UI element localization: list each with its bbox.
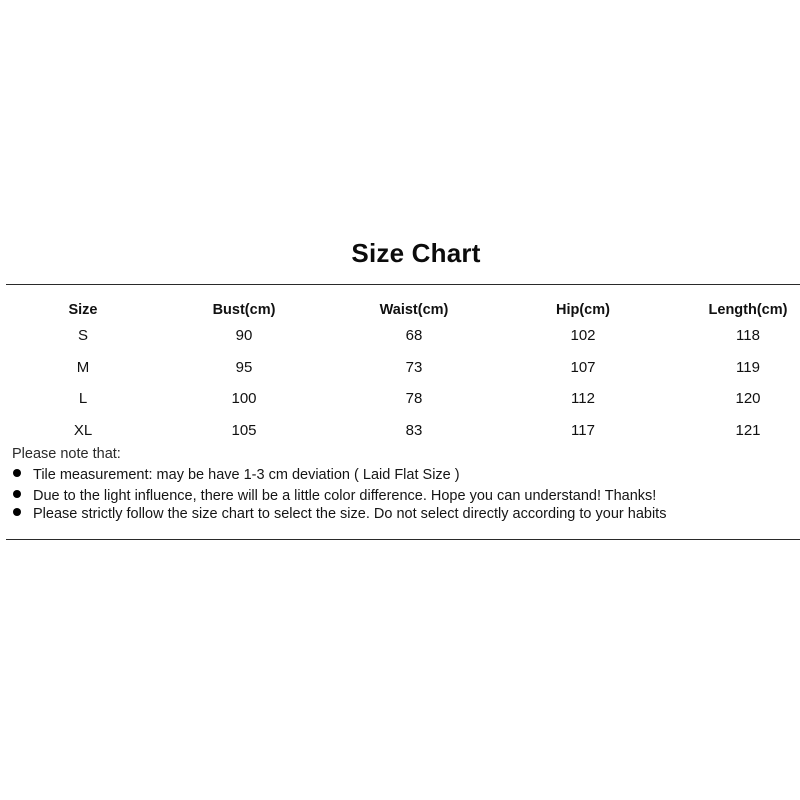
note-text: Tile measurement: may be have 1-3 cm deviation ( Laid Flat Size ) xyxy=(33,467,460,483)
bottom-divider xyxy=(6,539,800,540)
header-hip: Hip(cm) xyxy=(556,302,610,318)
hip-cell: 117 xyxy=(571,422,595,439)
note-text: Due to the light influence, there will be a little color difference. Hope you can understand! Thanks! xyxy=(33,488,657,504)
note-item xyxy=(13,488,656,504)
size-cell: L xyxy=(78,390,88,407)
size-chart-title: Size Chart xyxy=(351,238,481,268)
bullet-icon xyxy=(13,490,21,498)
length-cell: 119 xyxy=(736,359,760,376)
length-cell: 120 xyxy=(735,390,761,407)
hip-cell: 107 xyxy=(570,359,596,376)
bust-cell: 105 xyxy=(231,422,257,439)
length-cell: 118 xyxy=(736,327,760,344)
note-item xyxy=(13,467,460,483)
bullet-icon xyxy=(13,469,21,477)
size-cell: M xyxy=(76,359,90,376)
waist-cell: 83 xyxy=(405,422,423,439)
size-cell: XL xyxy=(73,422,93,439)
bust-cell: 95 xyxy=(235,359,253,376)
hip-cell: 112 xyxy=(571,390,595,407)
waist-cell: 73 xyxy=(405,359,423,376)
header-length: Length(cm) xyxy=(708,302,788,318)
waist-cell: 68 xyxy=(405,327,423,344)
note-item xyxy=(13,506,666,522)
notes-heading: Please note that: xyxy=(12,446,121,462)
header-size: Size xyxy=(68,302,98,318)
length-cell: 121 xyxy=(735,422,761,439)
header-bust: Bust(cm) xyxy=(212,302,276,318)
size-cell: S xyxy=(77,327,88,344)
waist-cell: 78 xyxy=(405,390,423,407)
hip-cell: 102 xyxy=(570,327,596,344)
top-divider xyxy=(6,284,800,285)
header-waist: Waist(cm) xyxy=(379,302,449,318)
bust-cell: 100 xyxy=(231,390,257,407)
bust-cell: 90 xyxy=(235,327,253,344)
bullet-icon xyxy=(13,508,21,516)
note-text: Please strictly follow the size chart to select the size. Do not select directly according to your habits xyxy=(33,506,667,522)
